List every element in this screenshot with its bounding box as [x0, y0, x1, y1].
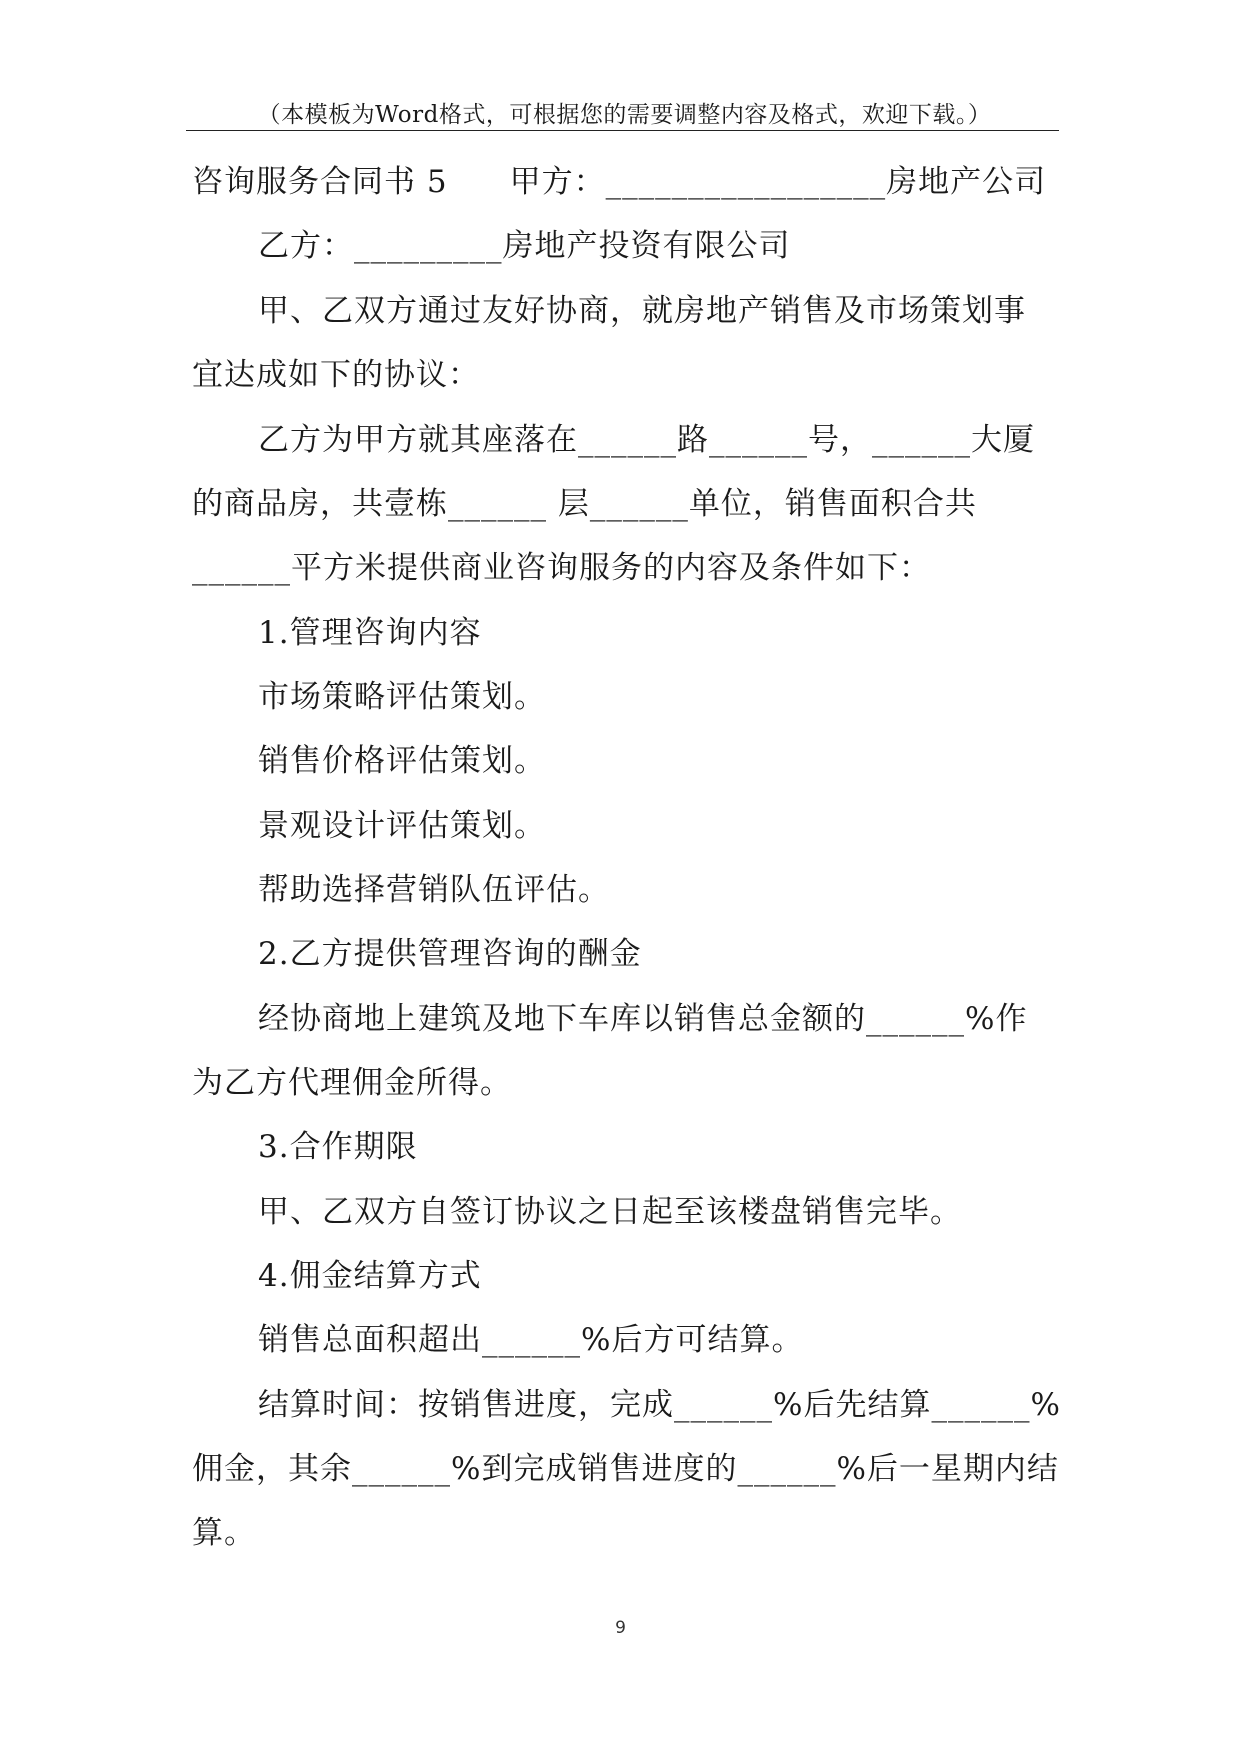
section-4-heading: 4.佣金结算方式 — [258, 1258, 482, 1294]
service-item-3: 景观设计评估策划。 — [258, 808, 546, 844]
term-line: 甲、乙双方自签订协议之日起至该楼盘销售完毕。 — [258, 1194, 962, 1230]
service-item-4: 帮助选择营销队伍评估。 — [258, 872, 610, 908]
service-item-2: 销售价格评估策划。 — [258, 743, 546, 779]
service-item-1: 市场策略评估策划。 — [258, 679, 546, 715]
intro-line-2: 宜达成如下的协议： — [192, 357, 480, 393]
party-b: 乙方：_________房地产投资有限公司 — [258, 228, 791, 264]
settle-line-2: 结算时间：按销售进度，完成______%后先结算______% — [258, 1387, 1061, 1423]
scope-line-3: ______平方米提供商业咨询服务的内容及条件如下： — [192, 550, 931, 586]
header-divider — [186, 130, 1059, 131]
title-line — [192, 150, 1062, 214]
settle-line-1: 销售总面积超出______%后方可结算。 — [258, 1322, 804, 1358]
scope-line-2: 的商品房，共壹栋______ 层______单位，销售面积合共 — [192, 486, 977, 522]
section-3-heading: 3.合作期限 — [258, 1129, 418, 1165]
template-note-header: （本模板为Word格式，可根据您的需要调整内容及格式，欢迎下载。） — [257, 102, 992, 128]
section-1-heading: 1.管理咨询内容 — [258, 615, 482, 651]
scope-line-1: 乙方为甲方就其座落在______路______号，______大厦 — [258, 422, 1035, 458]
fee-line-1: 经协商地上建筑及地下车库以销售总金额的______%作 — [258, 1001, 1028, 1037]
party-a: 甲方：_________________房地产公司 — [509, 164, 1047, 200]
intro-line-1: 甲、乙双方通过友好协商，就房地产销售及市场策划事 — [258, 293, 1026, 329]
settle-line-3: 佣金，其余______%到完成销售进度的______%后一星期内结 — [192, 1451, 1059, 1487]
section-2-heading: 2.乙方提供管理咨询的酬金 — [258, 936, 642, 972]
settle-line-4: 算。 — [192, 1515, 256, 1551]
page-number: 9 — [615, 1618, 626, 1638]
fee-line-2: 为乙方代理佣金所得。 — [192, 1065, 512, 1101]
document-title: 咨询服务合同书 5 — [192, 164, 448, 200]
